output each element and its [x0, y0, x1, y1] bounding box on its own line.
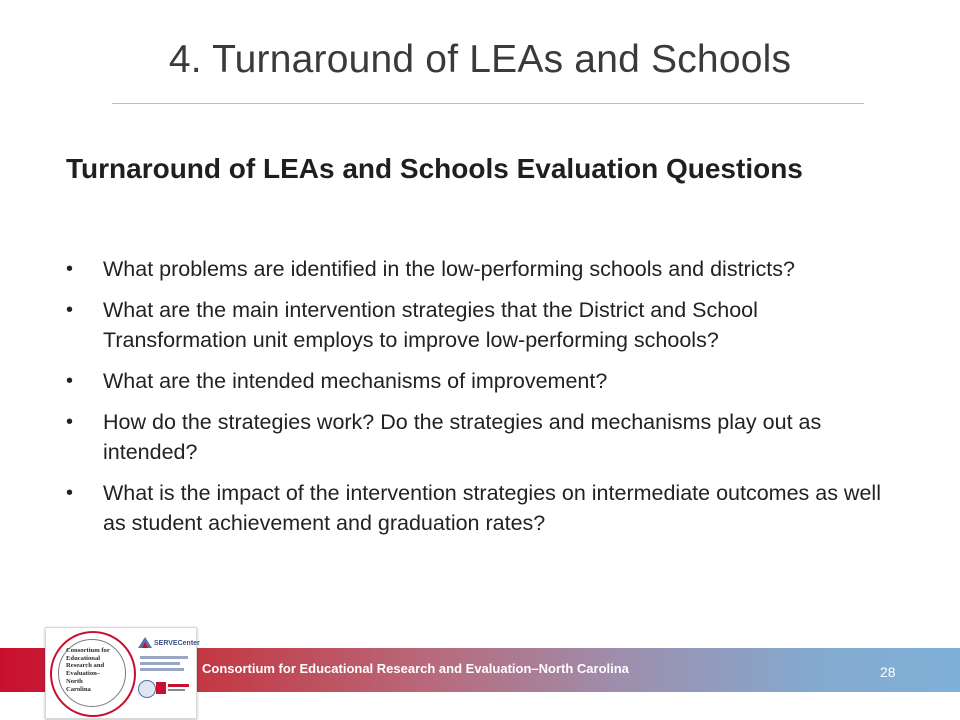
list-item — [66, 366, 906, 396]
list-item — [66, 295, 906, 355]
bullet-icon: • — [66, 370, 74, 392]
seal-line: Carolina — [66, 685, 91, 693]
title-divider — [112, 103, 864, 104]
page-number: 28 — [880, 664, 896, 680]
bullet-icon: • — [66, 258, 74, 280]
consortium-seal-icon — [50, 631, 136, 717]
seal-line: North — [66, 677, 83, 685]
question-text: How do the strategies work? Do the strategies and mechanisms play out as intended? — [103, 410, 822, 464]
question-text: What are the intended mechanisms of improvement? — [103, 369, 608, 393]
seal-text — [66, 647, 124, 693]
footer-organization: Consortium for Educational Research and Evaluation–North Carolina — [202, 661, 629, 676]
bullet-icon: • — [66, 482, 74, 504]
serve-center-logo-icon — [136, 634, 200, 652]
seal-line: Evaluation– — [66, 670, 101, 678]
section-heading: Turnaround of LEAs and Schools Evaluation Questions — [66, 153, 803, 184]
list-item — [66, 407, 906, 467]
partner-logos — [136, 634, 200, 712]
question-text: What are the main intervention strategies that the District and School Transformation unit employs to improve low-performing schools? — [103, 298, 758, 352]
slide-title: 4. Turnaround of LEAs and Schools — [168, 38, 792, 81]
consortium-logo — [45, 627, 200, 719]
partner-text-line — [140, 662, 180, 665]
list-item — [66, 478, 906, 538]
seal-line: Consortium for — [66, 647, 110, 654]
question-text: What problems are identified in the low-performing schools and districts? — [103, 257, 795, 281]
partner-text-line — [140, 656, 188, 659]
friday-institute-logo-icon — [156, 681, 190, 695]
seal-line: Research and — [66, 662, 105, 670]
question-text: What is the impact of the intervention strategies on intermediate outcomes as well as student achievement and graduation rates? — [103, 481, 881, 535]
university-seal-icon — [138, 680, 156, 698]
seal-line: Educational — [66, 654, 101, 662]
question-list — [66, 254, 906, 549]
partner-text-line — [140, 668, 184, 671]
bullet-icon: • — [66, 299, 74, 321]
partner-logo-text: SERVECenter — [154, 640, 200, 647]
bullet-icon: • — [66, 411, 74, 433]
list-item — [66, 254, 906, 284]
